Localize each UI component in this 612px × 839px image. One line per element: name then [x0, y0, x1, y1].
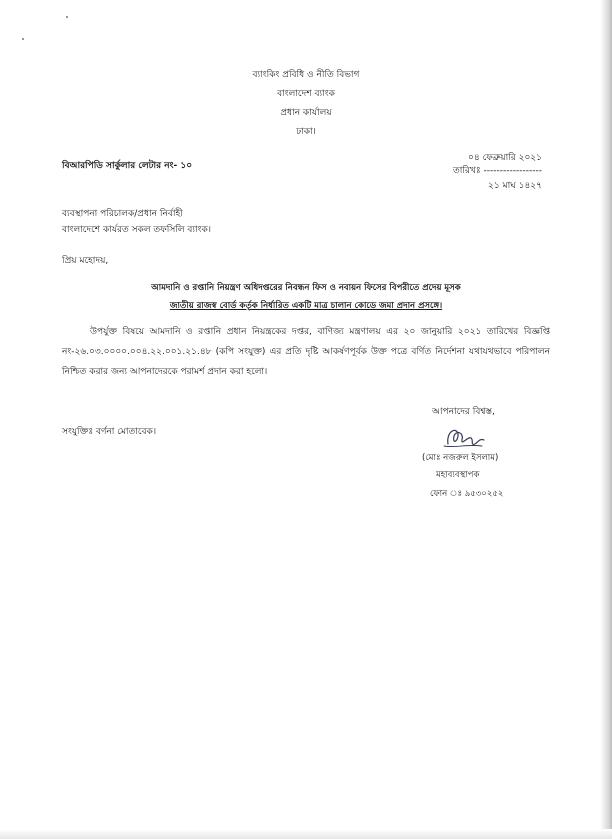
- closing-regards: আপনাদের বিশ্বস্ত,: [432, 407, 495, 417]
- header-bank: বাংলাদেশ ব্যাংক: [277, 89, 335, 99]
- date-line: [453, 163, 542, 178]
- signature-image: [440, 424, 488, 454]
- scan-speck: [22, 38, 24, 40]
- subject-line-2: [0, 299, 612, 313]
- recipient-title: ব্যবস্থাপনা পরিচালক/প্রধান নির্বাহী: [62, 209, 183, 219]
- subject-line-2-text: জাতীয় রাজস্ব বোর্ড কর্তৃক নির্ধারিত একটি মাত্র চালান কোডে জমা প্রদান প্রসঙ্গে।: [169, 301, 443, 311]
- date-dashes: ------------------: [483, 166, 542, 176]
- header-department: ব্যাংকিং প্রবিধি ও নীতি বিভাগ: [252, 70, 360, 80]
- page-edge-shadow: [600, 0, 612, 839]
- signatory-name: (মোঃ নজরুল ইসলাম): [422, 453, 499, 463]
- attachment-note: সংযুক্তিঃ বর্ণনা মোতাবেক।: [62, 427, 157, 437]
- date-bangla: ২১ মাঘ ১৪২৭: [488, 181, 542, 191]
- signatory-phone: ফোন ঃ ৯৫৩০২৫২: [430, 489, 504, 499]
- body-paragraph: উপর্যুক্ত বিষয়ে আমদানি ও রপ্তানি প্রধান নিয়ন্ত্রকের দপ্তর, বাণিজ্য মন্ত্রণালয় এর ২০ জানুয়ারি ২০২১ তারিখের বিজ্ঞপ্তি নং-২৬.০৩.০০০০.০০৪.২২.০০১.২১.৪৮ (কপি সংযুক্ত) এর প্রতি দৃষ্টি আকর্ষণপূর্বক উক্ত পত্রে বর্ণিত নির্দেশনা যথাযথভাবে পরিপালন নিশ্চিত করার জন্য আপনাদেরকে পরামর্শ প্রদান করা হলো।: [62, 327, 550, 377]
- date-gregorian: ০৪ ফেব্রুয়ারি ২০২১: [468, 153, 542, 163]
- recipient-bank: বাংলাদেশে কার্যরত সকল তফসিলি ব্যাংক।: [62, 225, 212, 235]
- salutation: প্রিয় মহোদয়,: [62, 256, 109, 266]
- subject-line-1: আমদানি ও রপ্তানি নিয়ন্ত্রণ অধিদপ্তরের নিবন্ধন ফিস ও নবায়ন ফিসের বিপরীতে প্রদেয় মূসক: [151, 283, 461, 293]
- date-label: তারিখঃ: [453, 166, 481, 176]
- scan-speck: [66, 16, 68, 18]
- signatory-designation: মহাব্যবস্থাপক: [436, 470, 480, 480]
- page-bottom-shade: [0, 829, 612, 839]
- header-office: প্রধান কার্যালয়: [280, 108, 332, 118]
- header-city: ঢাকা।: [296, 127, 316, 137]
- circular-number: বিআরপিডি সার্কুলার লেটার নং- ১০: [62, 161, 193, 171]
